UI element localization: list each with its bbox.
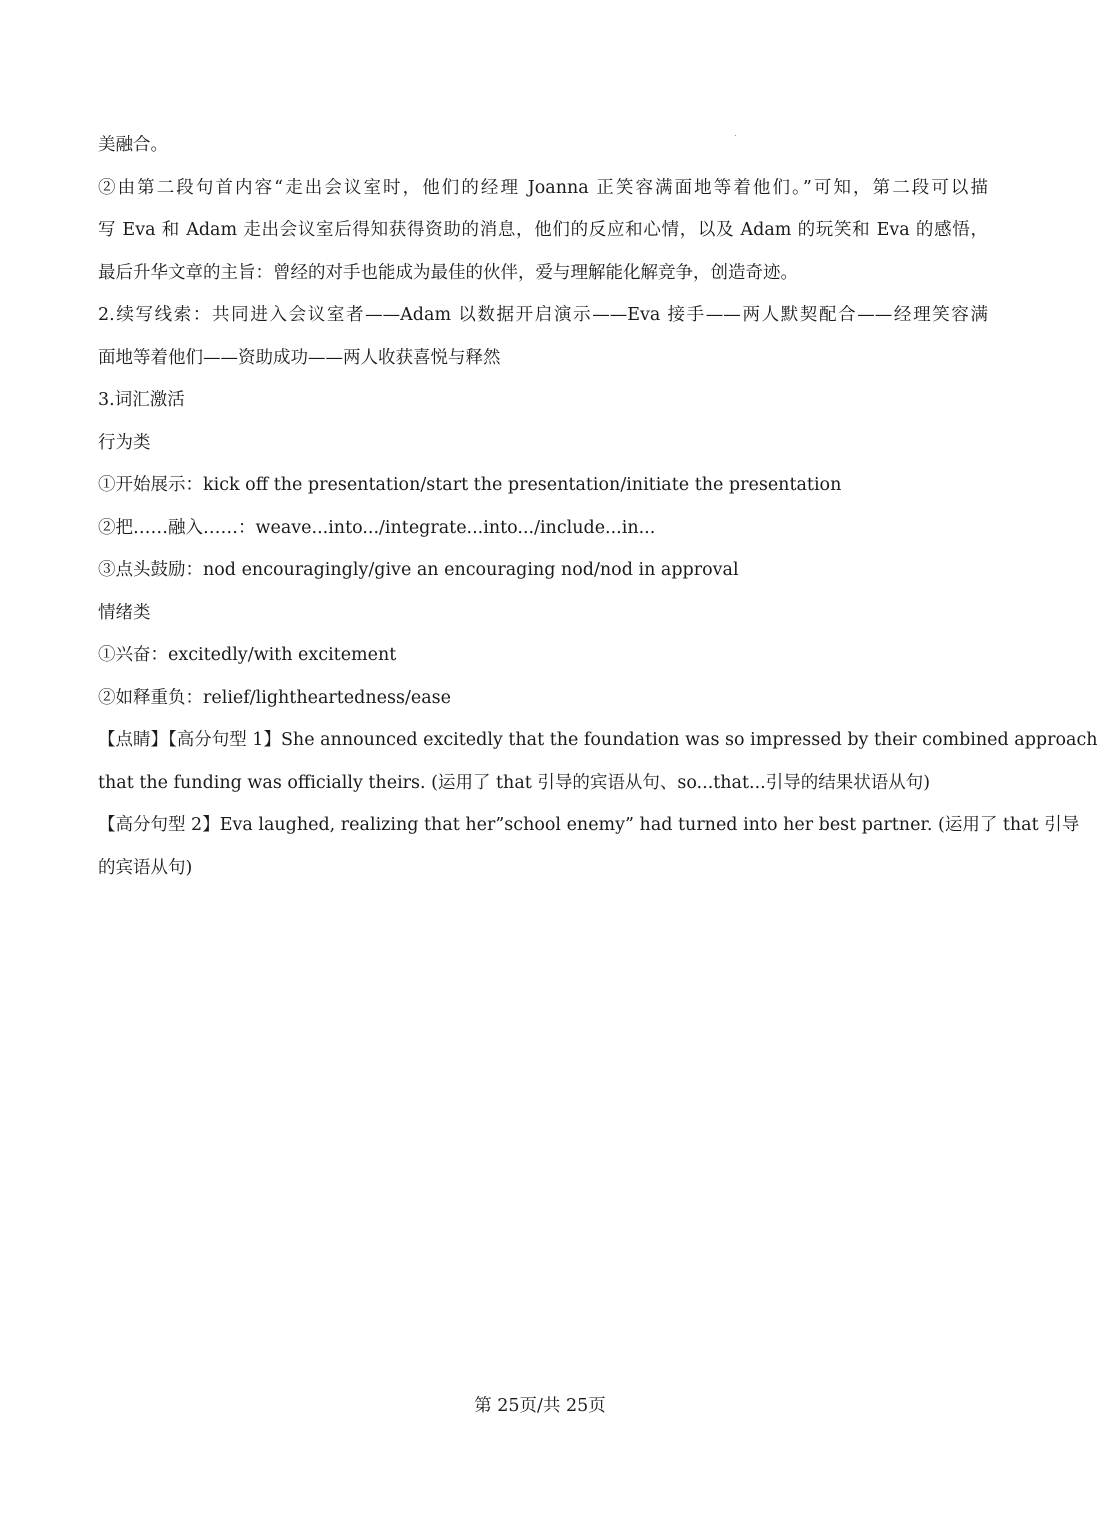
vocab-item: ②如释重负：relief/lightheartedness/ease [98,687,451,708]
section-heading: 3.词汇激活 [98,390,185,410]
text-line: that the funding was officially theirs. (运用了 that 引导的宾语从句、so...that...引导的结果状语从句) [98,772,931,793]
vocab-item: ③点头鼓励：nod encouragingly/give an encouraging nod/nod in approval [98,560,739,580]
text-line: 写 Eva 和 Adam 走出会议室后得知获得资助的消息，他们的反应和心情，以及 Adam 的玩笑和 Eva 的感悟， [98,220,988,240]
vocab-item: ①开始展示：kick off the presentation/start the presentation/initiate the presentation [98,475,842,495]
text-line: 美融合。 [98,135,168,155]
category-heading: 行为类 [98,432,151,453]
text-line: 的宾语从句) [98,857,193,878]
document-body [98,130,1098,895]
category-heading: 情绪类 [98,602,151,623]
text-line: 面地等着他们——资助成功——两人收获喜悦与释然 [98,347,501,368]
text-line: 【点睛】【高分句型 1】She announced excitedly that the foundation was so impressed by their combined approach [98,730,1098,750]
text-line: ②由第二段句首内容“走出会议室时，他们的经理 Joanna 正笑容满面地等着他们。”可知，第二段可以描 [98,177,988,198]
page-footer: 第 25页/共 25页 [474,1396,606,1416]
text-line: 2.续写线索：共同进入会议室者——Adam 以数据开启演示——Eva 接手——两人默契配合——经理笑容满 [98,305,988,325]
text-line: 最后升华文章的主旨：曾经的对手也能成为最佳的伙伴，爱与理解能化解竞争，创造奇迹。 [98,262,798,283]
vocab-item: ②把……融入……：weave...into.../integrate...into.../include...in... [98,517,656,538]
text-line: 【高分句型 2】Eva laughed, realizing that her”school enemy” had turned into her best partner. (运用了 that 引导 [98,815,1080,835]
vocab-item: ①兴奋：excitedly/with excitement [98,645,397,665]
